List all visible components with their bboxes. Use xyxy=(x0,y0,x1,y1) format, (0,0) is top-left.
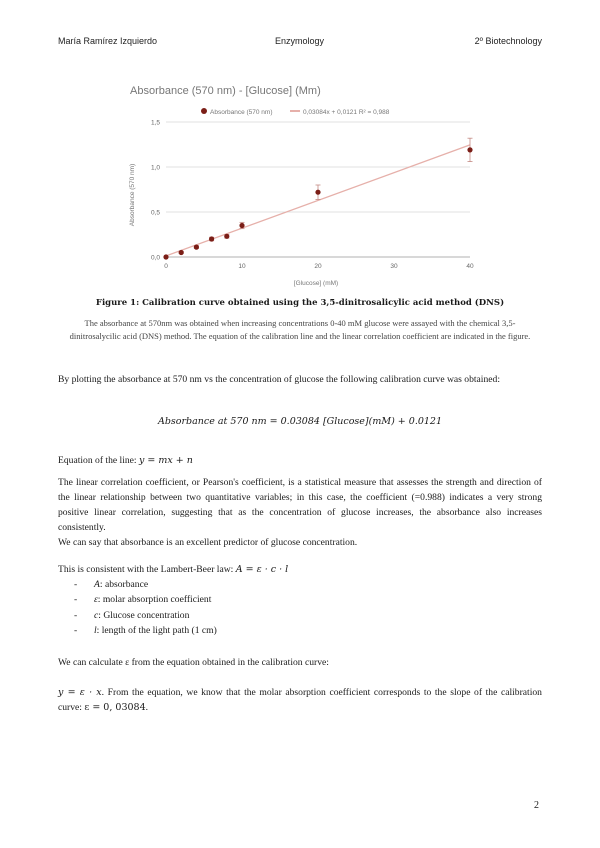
y-tick-label: 0,5 xyxy=(150,209,160,217)
header-author: María Ramírez Izquierdo xyxy=(58,36,158,46)
figure-title xyxy=(0,298,600,308)
definition-item: - c: Glucose concentration xyxy=(74,608,217,623)
x-tick-label: 30 xyxy=(390,263,398,270)
definition-item: - A: absorbance xyxy=(74,577,217,592)
legend-series-marker xyxy=(201,108,207,114)
x-tick-label: 10 xyxy=(238,263,246,270)
lambert-beer-text: This is consistent with the Lambert-Beer law: xyxy=(58,564,234,575)
lambert-beer-formula: A = ε · c · l xyxy=(235,564,289,575)
header-course: 2º Biotechnology xyxy=(474,36,542,46)
y-tick-label: 1,0 xyxy=(150,164,160,172)
paragraph-slope: y = ε · x. From the equation, we know that the molar absorption coefficient corresponds to the slope of the calibration curve: ε = 0, 03084. xyxy=(58,687,542,713)
paragraph-lambert-beer xyxy=(58,562,542,577)
slope-text: . From the equation, we know that the molar absorption coefficient corresponds to the slope of the calibration curve: xyxy=(58,687,542,713)
figure-title-text: : Calibration curve obtained using the 3,5-dinitrosalicylic acid method (DNS) xyxy=(136,298,505,308)
data-point xyxy=(239,223,244,228)
epsilon-result: ε = 0, 03084 xyxy=(84,702,146,713)
x-tick-label: 20 xyxy=(314,263,322,270)
x-axis-label: [Glucose] (mM) xyxy=(293,280,339,287)
data-point xyxy=(315,190,320,195)
figure-label: Figure 1 xyxy=(95,298,137,308)
y-tick-label: 0,0 xyxy=(150,254,160,262)
definition-item: - l: length of the light path (1 cm) xyxy=(74,623,217,638)
paragraph-epsilon: We can calculate ε from the equation obtained in the calibration curve: xyxy=(58,657,329,668)
paragraph-intro: By plotting the absorbance at 570 nm vs the concentration of glucose the following calibration curve was obtained: xyxy=(58,374,500,385)
line-equation xyxy=(58,453,542,468)
calibration-chart xyxy=(118,80,480,292)
calibration-equation: Absorbance at 570 nm = 0.03084 [Glucose](mM) + 0.0121 xyxy=(157,416,443,427)
legend-trend-label: 0,03084x + 0,0121 R² = 0,988 xyxy=(303,109,390,116)
data-point xyxy=(224,234,229,239)
chart-title: Absorbance (570 nm) - [Glucose] (Mm) xyxy=(130,85,321,97)
line-equation-label: Equation of the line: xyxy=(58,455,137,466)
y-tick-label: 1,5 xyxy=(150,119,160,127)
definition-list xyxy=(74,577,217,639)
figure-caption: The absorbance at 570nm was obtained when increasing concentrations 0-40 mM glucose were assayed with the chemical 3,5-dinitrosalycilic acid (DNS) method. The equation of the calibration line and the linear correlation coefficient are indicated in the figure. xyxy=(69,318,531,341)
data-point xyxy=(163,254,168,259)
page-number: 2 xyxy=(534,800,539,811)
data-point xyxy=(179,250,184,255)
data-point xyxy=(194,245,199,250)
legend-series-label: Absorbance (570 nm) xyxy=(210,109,273,116)
definition-item: - ε: molar absorption coefficient xyxy=(74,592,217,607)
line-equation-formula: y = mx + n xyxy=(139,455,193,466)
data-point xyxy=(467,147,472,152)
slope-formula: y = ε · x xyxy=(58,687,102,698)
x-tick-label: 0 xyxy=(164,263,168,270)
paragraph-pearson: The linear correlation coefficient, or Pearson's coefficient, is a statistical measure that assesses the strength and direction of the linear relationship between two quantitative variables; in this case, the coefficient (=0.988) indicates a very strong positive linear correlation, suggesting that as the concentration of glucose increases, the absorbance also increases consistently. xyxy=(58,477,542,533)
chart-legend xyxy=(201,108,390,116)
y-axis-label: Absorbance (570 nm) xyxy=(129,163,136,227)
x-tick-label: 40 xyxy=(466,263,474,270)
header-subject: Enzymology xyxy=(275,36,325,46)
paragraph-predictor: We can say that absorbance is an excellent predictor of glucose concentration. xyxy=(58,537,358,548)
data-point xyxy=(209,236,214,241)
